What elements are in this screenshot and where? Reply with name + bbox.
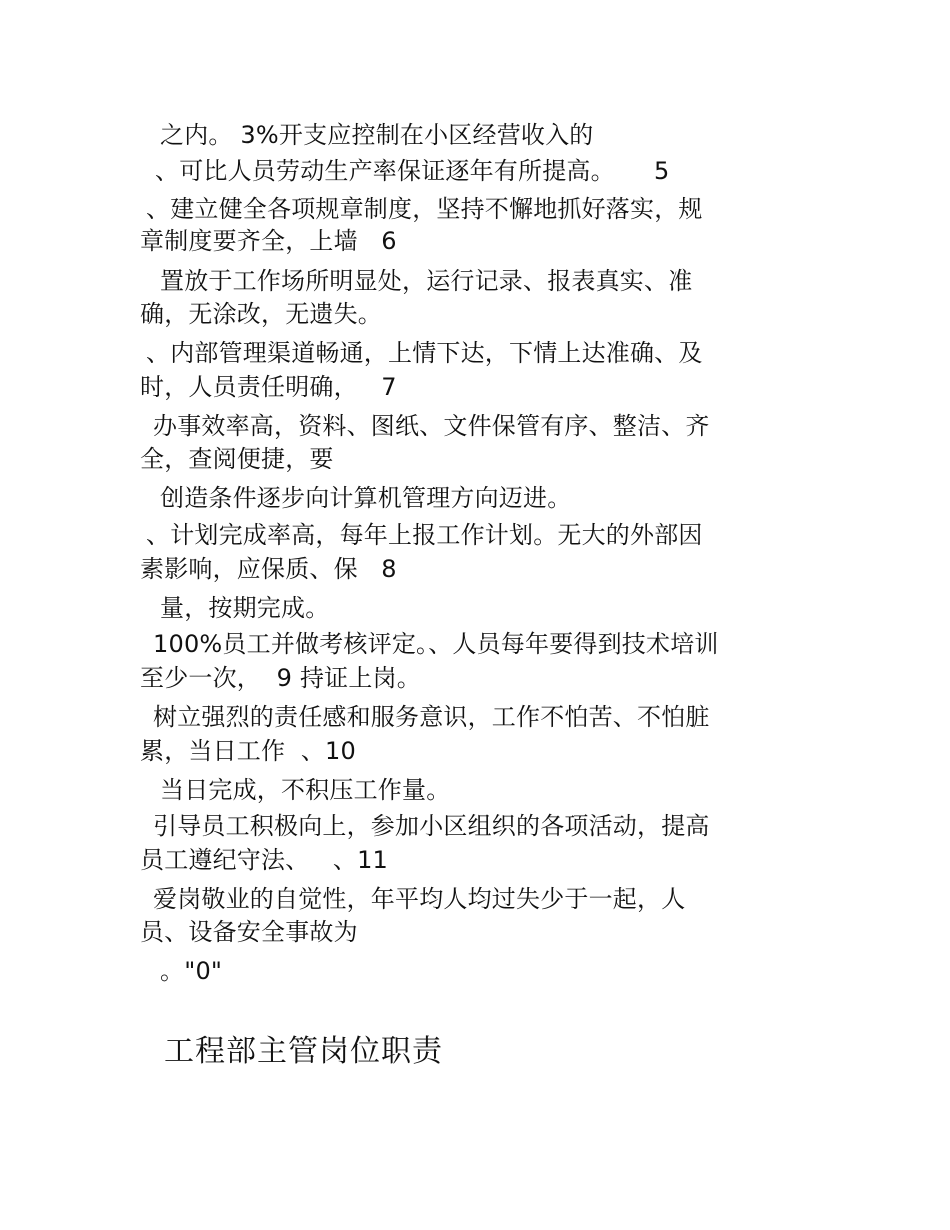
text-line: 置放于工作场所明显处，运行记录、报表真实、准	[160, 267, 693, 295]
text-line: 量，按期完成。	[160, 594, 330, 622]
text-line: 、可比人员劳动生产率保证逐年有所提高。 5	[155, 157, 670, 185]
text-line: 树立强烈的责任感和服务意识，工作不怕苦、不怕脏	[153, 703, 710, 731]
text-line: 素影响，应保质、保 8	[140, 555, 397, 583]
text-line: 100%员工并做考核评定。、人员每年要得到技术培训	[153, 630, 719, 658]
text-line: 爱岗敬业的自觉性，年平均人均过失少于一起，人	[153, 885, 686, 913]
text-line: 。"0"	[160, 957, 223, 985]
section-heading: 工程部主管岗位职责	[164, 1034, 443, 1069]
text-line: 至少一次， 9 持证上岗。	[140, 664, 421, 692]
text-line: 确，无涂改，无遗失。	[140, 300, 382, 328]
text-line: 全，查阅便捷，要	[140, 445, 334, 473]
text-line: 创造条件逐步向计算机管理方向迈进。	[160, 484, 572, 512]
text-line: 章制度要齐全，上墙 6	[140, 227, 397, 255]
text-line: 、内部管理渠道畅通，上情下达，下情上达准确、及	[146, 339, 703, 367]
text-line: 之内。 3%开支应控制在小区经营收入的	[160, 121, 594, 149]
text-line: 当日完成，不积压工作量。	[160, 776, 451, 804]
text-line: 员、设备安全事故为	[140, 918, 358, 946]
text-line: 办事效率高，资料、图纸、文件保管有序、整洁、齐	[153, 412, 710, 440]
text-line: 累，当日工作 、10	[140, 737, 356, 765]
text-line: 、建立健全各项规章制度，坚持不懈地抓好落实，规	[146, 195, 703, 223]
text-line: 时，人员责任明确， 7	[140, 373, 397, 401]
text-line: 引导员工积极向上，参加小区组织的各项活动，提高	[153, 812, 710, 840]
text-line: 、计划完成率高，每年上报工作计划。无大的外部因	[146, 521, 703, 549]
text-line: 员工遵纪守法、 、11	[140, 846, 389, 874]
